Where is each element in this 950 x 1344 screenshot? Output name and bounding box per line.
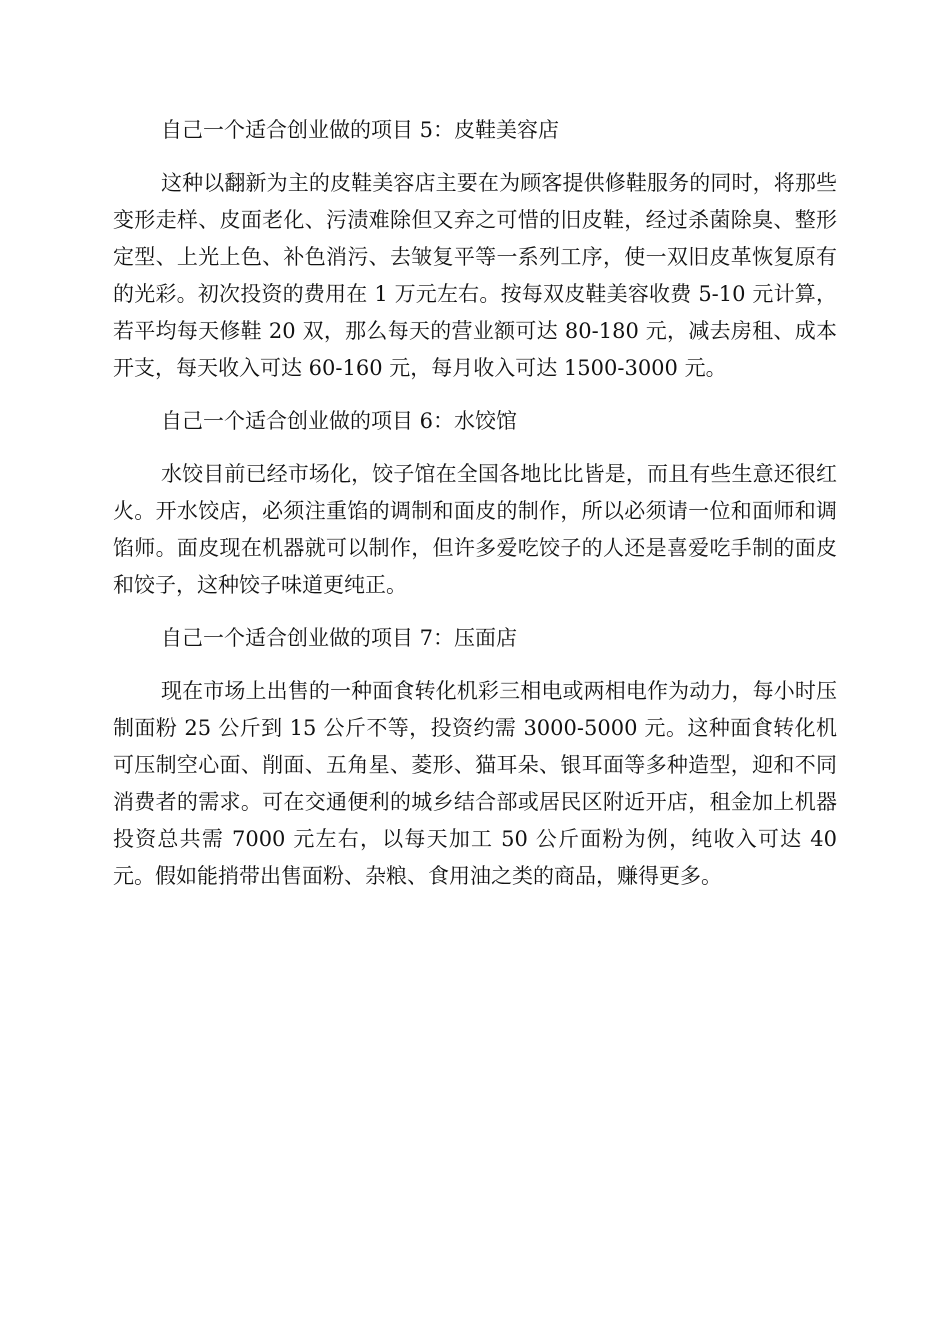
spacer <box>113 387 837 403</box>
section-paragraph-project-5: 这种以翻新为主的皮鞋美容店主要在为顾客提供修鞋服务的同时，将那些变形走样、皮面老化、污渍难除但又弃之可惜的旧皮鞋，经过杀菌除臭、整形定型、上光上色、补色消污、去皱复平等一系列工序，使一双旧皮革恢复原有的光彩。初次投资的费用在 1 万元左右。按每双皮鞋美容收费 5-10 元计算，若平均每天修鞋 20 双，那么每天的营业额可达 80-180 元，减去房租、成本开支，每天收入可达 60-160 元，每月收入可达 1500-3000 元。 <box>113 171 837 380</box>
section-paragraph-project-6: 水饺目前已经市场化，饺子馆在全国各地比比皆是，而且有些生意还很红火。开水饺店，必须注重馅的调制和面皮的制作，所以必须请一位和面师和调馅师。面皮现在机器就可以制作，但许多爱吃饺子的人还是喜爱吃手制的面皮和饺子，这种饺子味道更纯正。 <box>113 462 837 597</box>
spacer <box>113 604 837 620</box>
section-heading-project-5: 自己一个适合创业做的项目 5：皮鞋美容店 <box>161 118 560 142</box>
section-paragraph-project-7: 现在市场上出售的一种面食转化机彩三相电或两相电作为动力，每小时压制面粉 25 公斤到 15 公斤不等，投资约需 3000-5000 元。这种面食转化机可压制空心面、削面、五角星、菱形、猫耳朵、银耳面等多种造型，迎和不同消费者的需求。可在交通便利的城乡结合部或居民区附近开店，租金加上机器投资总共需 7000 元左右，以每天加工 50 公斤面粉为例，纯收入可达 40 元。假如能捎带出售面粉、杂粮、食用油之类的商品，赚得更多。 <box>113 679 837 888</box>
spacer <box>113 440 837 456</box>
spacer <box>113 149 837 165</box>
spacer <box>113 657 837 673</box>
section-heading-project-6: 自己一个适合创业做的项目 6：水饺馆 <box>161 409 518 433</box>
section-heading-project-7: 自己一个适合创业做的项目 7：压面店 <box>161 626 518 650</box>
document-body <box>113 112 837 895</box>
